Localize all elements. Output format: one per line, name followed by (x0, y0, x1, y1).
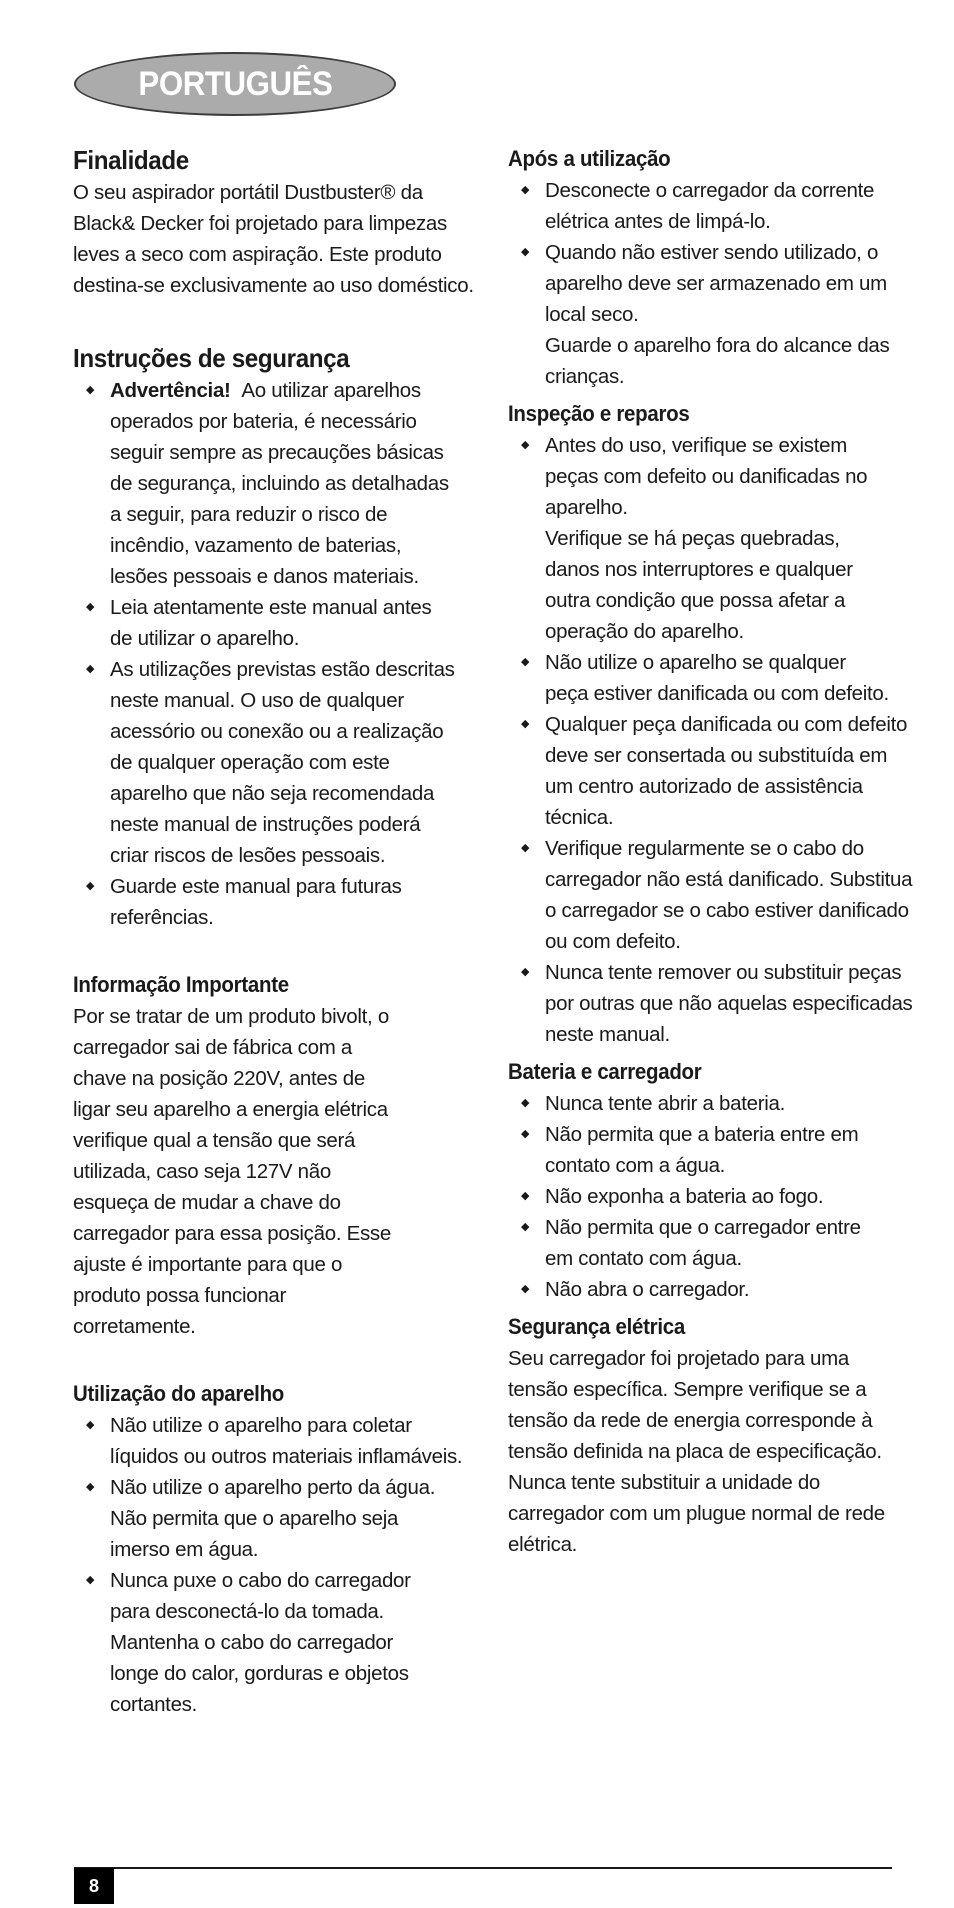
section-title: Informação Importante (73, 972, 289, 997)
list-item: ◆ Não utilize o aparelho se qualquer peça estiver danificada ou com defeito. (508, 647, 948, 709)
left-column (73, 143, 513, 1720)
list-item: ◆ Quando não estiver sendo utilizado, o aparelho deve ser armazenado em um local seco. Guarde o aparelho fora do alcance das crianças. (508, 237, 948, 392)
section-finalidade (73, 143, 513, 301)
right-column (508, 143, 948, 1560)
bullet-list (73, 1410, 513, 1720)
section-title: Bateria e carregador (508, 1059, 702, 1084)
section-title: Após a utilização (508, 146, 671, 171)
sub-paragraph: Verifique se há peças quebradas, danos nos interruptores e qualquer outra condição que possa afetar a operação do aparelho. (545, 527, 853, 643)
bullet-list (508, 1088, 948, 1305)
section-utilizacao-aparelho (73, 1378, 513, 1720)
language-badge-label: PORTUGUÊS (137, 64, 332, 103)
list-item: ◆ Nunca puxe o cabo do carregador para desconectá-lo da tomada. Mantenha o cabo do carregador longe do calor, gorduras e objetos cortantes. (73, 1565, 513, 1720)
section-bateria-carregador (508, 1056, 948, 1305)
list-item: ◆ Qualquer peça danificada ou com defeito deve ser consertada ou substituída em um centro autorizado de assistência técnica. (508, 709, 948, 833)
page-number: 8 (74, 1868, 114, 1904)
bullet-list (508, 647, 948, 1050)
paragraph: Seu carregador foi projetado para uma tensão específica. Sempre verifique se a tensão da rede de energia corresponde à tensão definida na placa de especificação. Nunca tente substituir a unidade do carregador com um plugue normal de rede elétrica. (508, 1347, 885, 1556)
list-item: ◆ Nunca tente remover ou substituir peças por outras que não aquelas especificadas neste manual. (508, 957, 948, 1050)
bullet-list (73, 375, 513, 933)
section-informacao-importante (73, 969, 513, 1342)
footer-rule (74, 1867, 892, 1869)
list-item: ◆ Antes do uso, verifique se existem peças com defeito ou danificadas no aparelho. (508, 430, 948, 523)
paragraph: O seu aspirador portátil Dustbuster® da Black& Decker foi projetado para limpezas leves a seco com aspiração. Este produto destina-se exclusivamente ao uso doméstico. (73, 181, 474, 297)
warning-label: Advertência! (110, 379, 231, 402)
section-inspecao-reparos (508, 398, 948, 1050)
list-item: ◆ Não exponha a bateria ao fogo. (508, 1181, 948, 1212)
list-item: ◆ Desconecte o carregador da corrente elétrica antes de limpá-lo. (508, 175, 948, 237)
section-instrucoes-seguranca (73, 341, 513, 933)
section-apos-utilizacao (508, 143, 948, 392)
list-item: ◆ Verifique regularmente se o cabo do carregador não está danificado. Substitua o carregador se o cabo estiver danificado ou com defeito. (508, 833, 948, 957)
list-item: ◆ Guarde este manual para futuras referências. (73, 871, 513, 933)
list-item: ◆ Não abra o carregador. (508, 1274, 948, 1305)
list-item: ◆ As utilizações previstas estão descritas neste manual. O uso de qualquer acessório ou conexão ou a realização de qualquer operação com este aparelho que não seja recomendada neste manual de instruções poderá criar riscos de lesões pessoais. (73, 654, 513, 871)
list-item: ◆ Não utilize o aparelho perto da água. Não permita que o aparelho seja imerso em água. (73, 1472, 513, 1565)
list-item: ◆ Não permita que o carregador entre em contato com água. (508, 1212, 948, 1274)
bullet-list (508, 175, 948, 392)
section-seguranca-eletrica (508, 1311, 948, 1560)
list-item: ◆ Nunca tente abrir a bateria. (508, 1088, 948, 1119)
section-title: Inspeção e reparos (508, 401, 690, 426)
list-item: ◆ Não utilize o aparelho para coletar líquidos ou outros materiais inflamáveis. (73, 1410, 513, 1472)
section-title: Instruções de segurança (73, 343, 350, 373)
bullet-list (508, 430, 948, 523)
language-badge (74, 52, 396, 116)
list-item: ◆ Não permita que a bateria entre em contato com a água. (508, 1119, 948, 1181)
section-title: Segurança elétrica (508, 1314, 685, 1339)
section-title: Utilização do aparelho (73, 1381, 285, 1406)
list-item: ◆ Advertência! Ao utilizar aparelhos operados por bateria, é necessário seguir sempre as precauções básicas de segurança, incluindo as detalhadas a seguir, para reduzir o risco de incêndio, vazamento de baterias, lesões pessoais e danos materiais. (73, 375, 513, 592)
list-item: ◆ Leia atentamente este manual antes de utilizar o aparelho. (73, 592, 513, 654)
section-title: Finalidade (73, 145, 189, 175)
paragraph: Por se tratar de um produto bivolt, o carregador sai de fábrica com a chave na posição 220V, antes de ligar seu aparelho a energia elétrica verifique qual a tensão que será utilizada, caso seja 127V não esqueça de mudar a chave do carregador para essa posição. Esse ajuste é importante para que o produto possa funcionar corretamente. (73, 1005, 391, 1338)
